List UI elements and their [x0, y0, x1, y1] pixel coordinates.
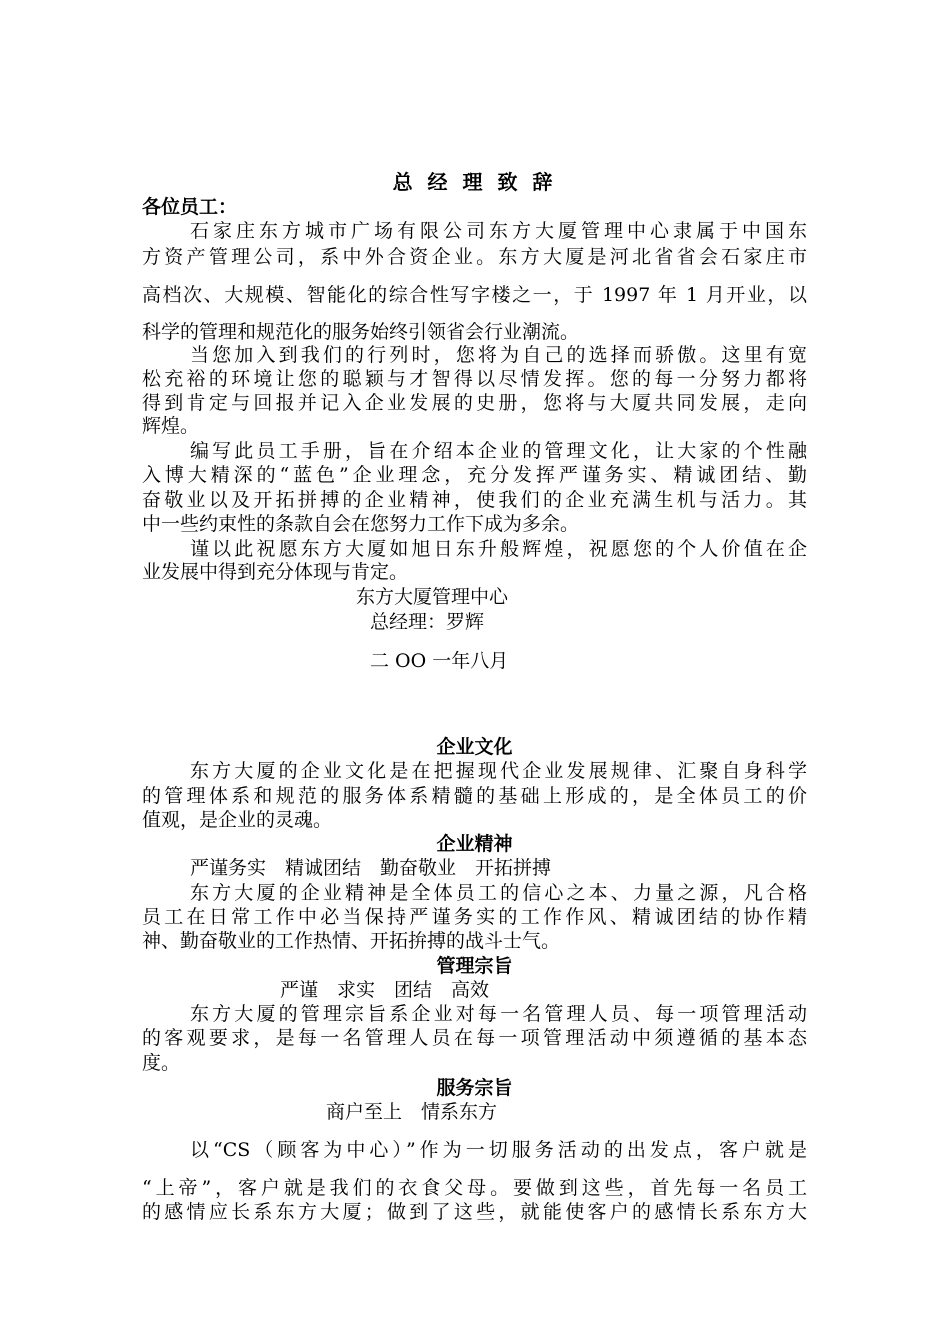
culture-title: 企业文化 [436, 736, 513, 758]
letter-p2-line: 得到肯定与回报并记入企业发展的史册，您将与大厦共同发展，走向 [142, 392, 807, 414]
letter-p3-line: 奋敬业以及开拓拼搏的企业精神，使我们的企业充满生机与活力。其 [142, 489, 807, 511]
service-p-line: “上帝”，客户就是我们的衣食父母。要做到这些，首先每一名员工 [142, 1177, 807, 1199]
letter-p4-line: 谨以此祝愿东方大厦如旭日东升般辉煌，祝愿您的个人价值在企 [190, 538, 807, 560]
spirit-motto: 严谨务实 精诚团结 勤奋敬业 开拓拼搏 [190, 857, 552, 879]
letter-p2-line: 当您加入到我们的行列时，您将为自己的选择而骄傲。这里有宽 [190, 344, 807, 366]
management-p-line: 的客观要求，是每一名管理人员在每一项管理活动中须遵循的基本态 [142, 1027, 807, 1049]
management-title: 管理宗旨 [436, 955, 513, 977]
signature-org: 东方大厦管理中心 [356, 586, 509, 608]
culture-p1-line: 东方大厦的企业文化是在把握现代企业发展规律、汇聚自身科学 [190, 760, 807, 782]
salutation: 各位员工： [142, 196, 238, 218]
spirit-p-line: 东方大厦的企业精神是全体员工的信心之本、力量之源，凡合格 [190, 882, 807, 904]
letter-p1-line: 高档次、大规模、智能化的综合性写字楼之一，于 1997 年 1 月开业，以 [142, 284, 807, 306]
management-p-line: 东方大厦的管理宗旨系企业对每一名管理人员、每一项管理活动 [190, 1003, 807, 1025]
service-p-line: 的感情应长系东方大厦；做到了这些，就能使客户的感情长系东方大 [142, 1201, 807, 1223]
letter-title: 总 经 理 致 辞 [392, 170, 557, 194]
letter-p3-line: 中一些约束性的条款自会在您努力工作下成为多余。 [142, 513, 580, 535]
service-motto: 商户至上 情系东方 [326, 1101, 498, 1123]
signature-date: 二 OO 一年八月 [370, 650, 509, 672]
letter-p1-line: 方资产管理公司，系中外合资企业。东方大厦是河北省省会石家庄市 [142, 246, 807, 268]
service-p-line: 以“CS（顾客为中心）”作为一切服务活动的出发点，客户就是 [190, 1139, 807, 1161]
culture-p1-line: 的管理体系和规范的服务体系精髓的基础上形成的，是全体员工的价 [142, 785, 807, 807]
letter-p1-line: 科学的管理和规范化的服务始终引领省会行业潮流。 [142, 321, 580, 343]
service-title: 服务宗旨 [436, 1077, 513, 1099]
letter-p3-line: 入博大精深的“蓝色”企业理念，充分发挥严谨务实、精诚团结、勤 [142, 464, 807, 486]
spirit-p-line: 员工在日常工作中必当保持严谨务实的工作作风、精诚团结的协作精 [142, 906, 807, 928]
letter-p3-line: 编写此员工手册，旨在介绍本企业的管理文化，让大家的个性融 [190, 440, 807, 462]
letter-p1-line: 石家庄东方城市广场有限公司东方大厦管理中心隶属于中国东 [190, 220, 807, 242]
letter-p2-line: 辉煌。 [142, 415, 200, 437]
letter-p2-line: 松充裕的环境让您的聪颖与才智得以尽情发挥。您的每一分努力都将 [142, 368, 807, 390]
management-p-line: 度。 [142, 1052, 181, 1074]
culture-p1-line: 值观，是企业的灵魂。 [142, 809, 333, 831]
spirit-title: 企业精神 [436, 833, 513, 855]
spirit-p-line: 神、勤奋敬业的工作热情、开拓拚搏的战斗士气。 [142, 930, 561, 952]
management-motto: 严谨 求实 团结 高效 [280, 979, 490, 1001]
letter-p4-line: 业发展中得到充分体现与肯定。 [142, 561, 409, 583]
signature-name: 总经理：罗辉 [370, 611, 485, 633]
